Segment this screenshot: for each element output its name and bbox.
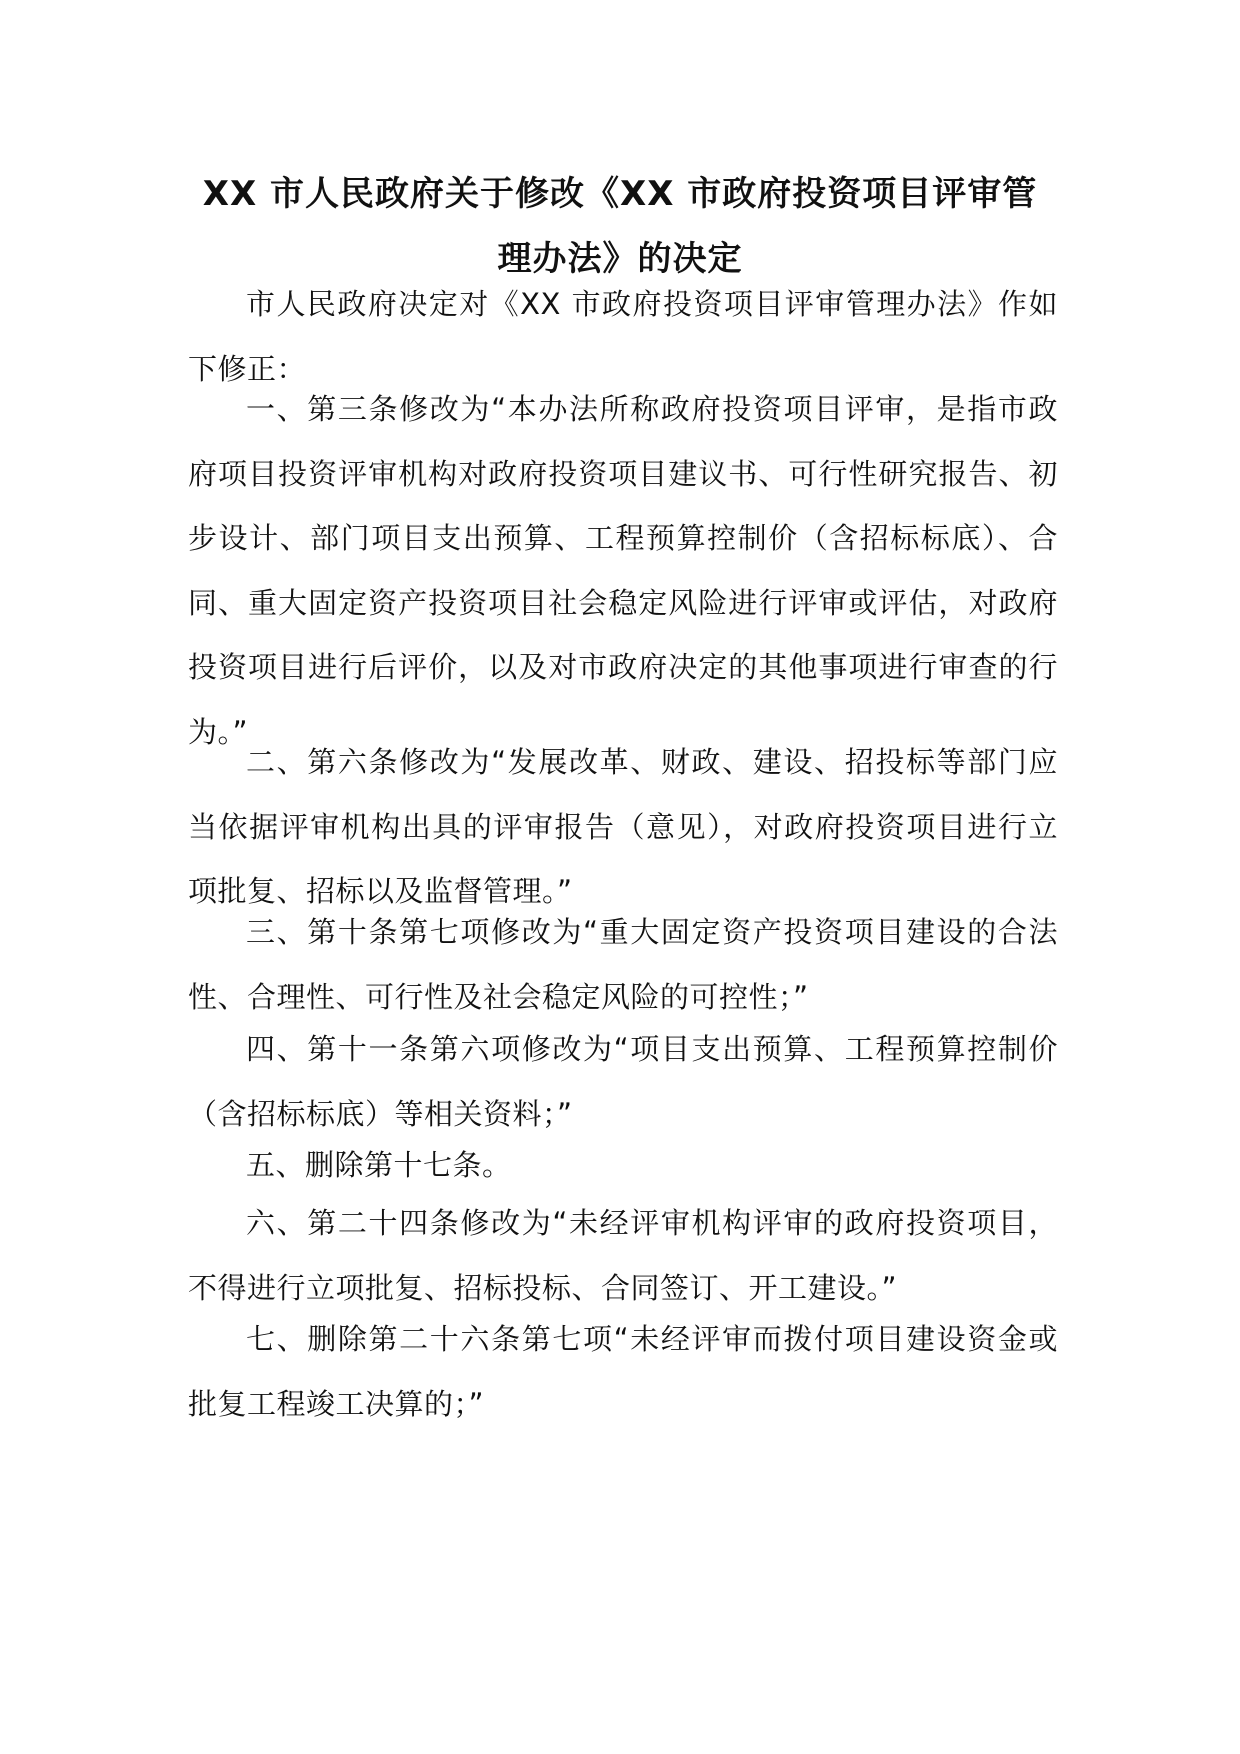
amendment-item-3: 三、第十条第七项修改为“重大固定资产投资项目建设的合法性、合理性、可行性及社会稳定风险的可控性；”: [188, 915, 1058, 1014]
amendment-item-2: 二、第六条修改为“发展改革、财政、建设、招投标等部门应当依据评审机构出具的评审报告（意见），对政府投资项目进行立项批复、招标以及监督管理。”: [188, 745, 1058, 908]
document-title-line-2: 理办法》的决定: [497, 239, 743, 279]
amendment-item-4: 四、第十一条第六项修改为“项目支出预算、工程预算控制价（含招标标底）等相关资料；”: [188, 1032, 1058, 1131]
amendment-item-5: 五、删除第十七条。: [246, 1148, 512, 1182]
intro-paragraph: 市人民政府决定对《XX 市政府投资项目评审管理办法》作如下修正：: [188, 287, 1058, 386]
amendment-item-6: 六、第二十四条修改为“未经评审机构评审的政府投资项目，不得进行立项批复、招标投标、合同签订、开工建设。”: [188, 1206, 1058, 1305]
document-title-line-1: XX 市人民政府关于修改《XX 市政府投资项目评审管: [202, 174, 1038, 214]
amendment-item-7: 七、删除第二十六条第七项“未经评审而拨付项目建设资金或批复工程竣工决算的；”: [188, 1322, 1058, 1421]
amendment-item-1: 一、第三条修改为“本办法所称政府投资项目评审，是指市政府项目投资评审机构对政府投资项目建议书、可行性研究报告、初步设计、部门项目支出预算、工程预算控制价（含招标标底）、合同、重大固定资产投资项目社会稳定风险进行评审或评估，对政府投资项目进行后评价，以及对市政府决定的其他事项进行审查的行为。”: [188, 392, 1058, 749]
